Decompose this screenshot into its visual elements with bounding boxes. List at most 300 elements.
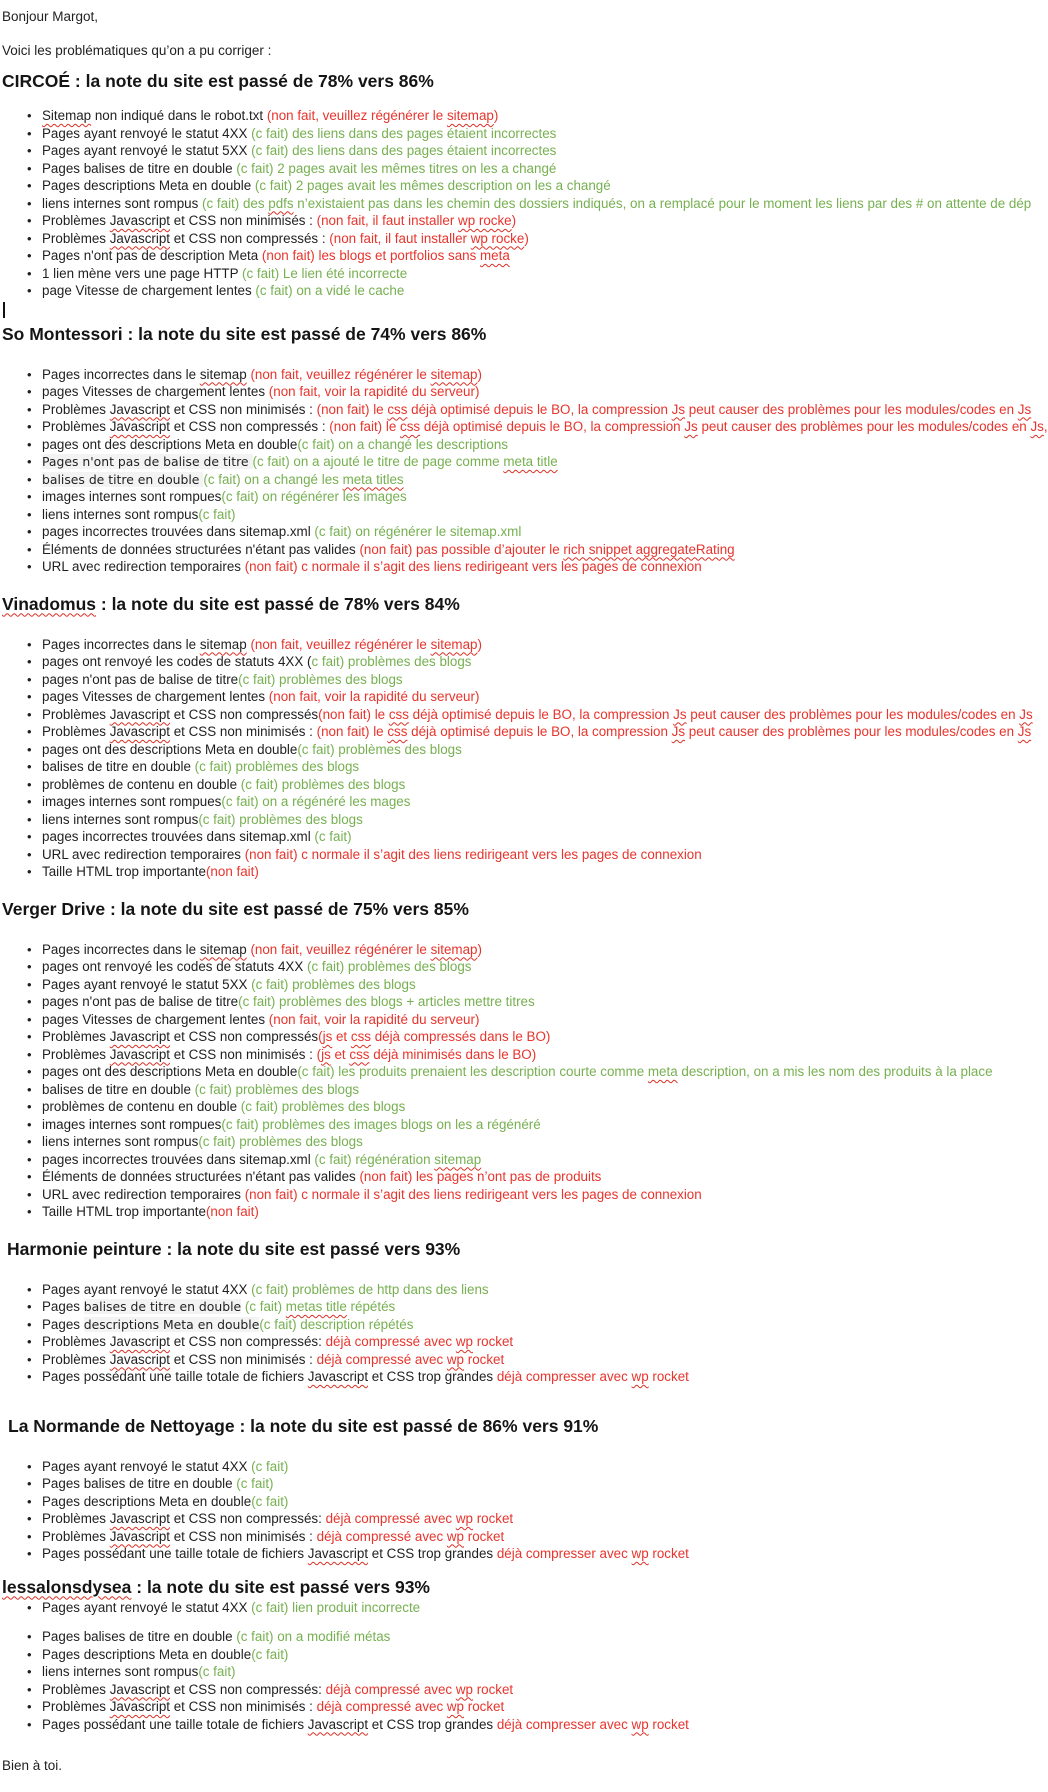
status-not-done-text: rich snippet aggregateRating: [563, 541, 735, 557]
status-done-text: (c fait): [314, 829, 352, 844]
status-not-done-text: ): [511, 213, 517, 228]
status-done-text: (c fait): [251, 1493, 289, 1509]
status-not-done-text: (non fait, voir la rapidité du serveur): [268, 1011, 480, 1027]
issue-label-text: 1 lien mène vers une page HTTP: [42, 265, 242, 281]
issue-label-text: liens internes sont rompus: [42, 811, 199, 827]
status-done-text: sitemap: [434, 1151, 482, 1167]
issue-item: [2, 1011, 1000, 1029]
issue-item: [2, 1028, 1000, 1046]
issue-label-text: Javascript: [109, 1681, 171, 1697]
status-not-done-text: (non fait) les pages n’ont pas de produits: [359, 1169, 602, 1184]
issue-label-text: pages incorrectes trouvées dans sitemap.xml: [42, 1151, 315, 1167]
issue-item: [2, 1333, 1000, 1351]
issue-item: [2, 1168, 1000, 1186]
issue-label-text: Pages balises de titre en double: [42, 1629, 237, 1644]
status-not-done-text: ): [477, 636, 482, 652]
site-name: Vinadomus: [2, 593, 97, 614]
status-done-text: (c fait): [251, 1646, 289, 1662]
site-name: Harmonie peinture: [7, 1238, 162, 1259]
issue-label-text: balises de titre en double: [42, 1081, 195, 1097]
status-not-done-text: déjà compresser avec: [496, 1716, 632, 1732]
issue-item: [2, 1698, 1000, 1716]
status-not-done-text: (non fait) les blogs et portfolios sans: [261, 248, 481, 263]
status-not-done-text: Js: [671, 724, 686, 739]
issue-label-text: et CSS non minimisés :: [170, 1351, 317, 1367]
issue-label-text: pages n'ont pas de balise de titre: [42, 671, 239, 687]
issue-label-text: et CSS non compressés:: [170, 1511, 326, 1526]
status-not-done-text: ): [477, 941, 482, 957]
status-done-text: pdfs: [268, 195, 294, 211]
status-not-done-text: déjà compresser avec: [496, 1369, 632, 1384]
status-not-done-text: Js: [684, 419, 698, 434]
status-not-done-text: (: [316, 1046, 322, 1062]
issue-list: [2, 1599, 1000, 1734]
issue-item: [2, 142, 1000, 160]
issue-item: [2, 706, 1033, 724]
status-not-done-text: et: [330, 1046, 350, 1062]
section-heading: [2, 899, 1000, 919]
issue-label-text: problèmes de contenu en double: [42, 1099, 241, 1114]
status-not-done-text: rocket: [472, 1511, 514, 1526]
issue-label-text: pages Vitesses de chargement lentes: [42, 689, 269, 704]
issue-label-text: et CSS non compressés:: [170, 1681, 326, 1697]
issue-item: [2, 1681, 1000, 1699]
issue-label-text: pages ont des descriptions Meta en double: [42, 436, 298, 452]
status-not-done-text: (non fait) le: [329, 419, 401, 434]
status-not-done-text: css: [349, 1046, 370, 1062]
issue-label-text: et CSS non compressés: [170, 1029, 319, 1044]
issue-item: [2, 1528, 1000, 1546]
issue-label-text: Javascript: [109, 401, 171, 417]
issue-label-text: pages ont des descriptions Meta en double: [42, 741, 298, 757]
status-done-text: (c fait): [244, 1299, 286, 1314]
section-heading: [2, 324, 1000, 344]
section-heading: [2, 594, 1000, 614]
issue-item: [2, 976, 1000, 994]
greeting-text: Bonjour Margot,: [2, 9, 99, 24]
issue-item: [2, 453, 1000, 471]
issue-item: [2, 846, 1000, 864]
status-not-done-text: Js: [1017, 724, 1032, 739]
status-not-done-text: déjà compressés dans le BO): [370, 1029, 551, 1044]
issue-label-text: liens internes sont rompus: [42, 195, 203, 211]
issue-item: [2, 436, 1000, 454]
issue-item: [2, 636, 1000, 654]
status-not-done-text: peut causer des problèmes pour les modules/codes en: [685, 401, 1018, 417]
status-done-text: (c fait) on régénérer les images: [221, 489, 407, 504]
issue-label-text: Pages ayant renvoyé le statut 5XX: [42, 976, 252, 992]
issue-item: [2, 107, 1000, 125]
issue-label-text: pages incorrectes trouvées dans sitemap.xml: [42, 829, 315, 844]
status-done-text: (c fait) problèmes des blogs: [198, 1134, 363, 1149]
issue-label-text: et CSS non compressés :: [170, 230, 330, 246]
status-done-text: (c fait): [198, 1664, 236, 1679]
status-not-done-text: wp: [455, 1681, 473, 1697]
issue-label-text: et CSS non minimisés :: [170, 1699, 317, 1714]
issue-item: [2, 1368, 1000, 1386]
status-not-done-text: (non fait) c normale il s’agit des liens redirigeant vers les pages de connexion: [244, 559, 702, 574]
heading-score-text: : la note du site est passé vers 93%: [131, 1576, 430, 1597]
issue-label-text: images internes sont rompues: [42, 489, 222, 504]
issue-label-text: pages ont des descriptions Meta en double: [42, 1064, 298, 1079]
issue-label-text: images internes sont rompues: [42, 794, 222, 809]
status-not-done-text: wp: [631, 1716, 649, 1732]
status-not-done-text: (non fait): [205, 864, 259, 879]
issue-item: [2, 863, 1000, 881]
status-not-done-text: (non fait, il faut installer: [316, 213, 459, 228]
status-not-done-text: (non fait, veuillez régénérer le: [266, 108, 447, 123]
status-not-done-text: déjà optimisé depuis le BO, la compression: [420, 419, 685, 434]
status-not-done-text: Js: [673, 706, 687, 722]
issue-label-text: non indiqué dans le robot.txt: [91, 108, 267, 123]
issue-label-text: et CSS trop grandes: [368, 1716, 497, 1732]
status-not-done-text: sitemap: [430, 366, 478, 382]
issue-label-text: Pages possédant une taille totale de fichiers: [42, 1716, 308, 1732]
issue-item: [2, 1281, 1000, 1299]
issue-label-text: Problèmes: [42, 706, 110, 722]
issue-item: [2, 488, 1000, 506]
issue-label-text: URL avec redirection temporaires: [42, 559, 245, 574]
issue-label-text: et CSS trop grandes: [368, 1369, 497, 1384]
issue-item: [2, 993, 1000, 1011]
issue-label-text: sitemap: [199, 941, 247, 957]
status-not-done-text: sitemap: [446, 108, 494, 123]
issue-list: [2, 366, 1048, 576]
status-not-done-text: (non fait) le: [316, 724, 388, 739]
status-not-done-text: css: [350, 1029, 371, 1044]
issue-label-text: Problèmes: [42, 1351, 110, 1367]
issue-label-text: Javascript: [307, 1716, 369, 1732]
status-not-done-text: déjà compressé avec: [325, 1681, 456, 1697]
status-not-done-text: (non fait, veuillez régénérer le: [250, 636, 431, 652]
status-not-done-text: (non fait) pas possible d’ajouter le: [359, 541, 564, 557]
site-name: lessalonsdysea: [2, 1576, 132, 1597]
status-not-done-text: css: [387, 724, 408, 739]
status-done-text: (c fait) problèmes des blogs: [194, 1081, 360, 1097]
status-done-text: (c fait) problèmes de http dans des liens: [251, 1281, 489, 1297]
status-done-text: n’existaient pas dans les chemin des dossiers indiqués, on a remplacé pour le moment les liens par des # on attente de dép: [293, 195, 1032, 211]
issue-label-text: URL avec redirection temporaires: [42, 1186, 245, 1202]
status-done-text: (c fait) problèmes des images blogs on les a régénéré: [221, 1116, 541, 1132]
issue-item: [2, 177, 1000, 195]
heading-score-text: : la note du site est passé de 75% vers 85%: [105, 898, 469, 919]
status-not-done-text: rocket: [648, 1546, 689, 1561]
issue-item: [2, 793, 1000, 811]
issue-label-text: descriptions Meta en double: [83, 1316, 260, 1332]
issue-item: [2, 366, 1000, 384]
issue-item: [2, 1081, 1000, 1099]
issue-label-text: Problèmes: [42, 1511, 110, 1526]
issue-item: [2, 1151, 1000, 1169]
status-not-done-text: ): [524, 230, 529, 246]
issue-label-text: Javascript: [109, 1334, 171, 1349]
status-not-done-text: sitemap: [430, 941, 478, 957]
issue-label-text: Javascript: [307, 1546, 369, 1561]
issue-label-text: Sitemap: [42, 108, 92, 123]
site-name: La Normande de Nettoyage: [8, 1415, 235, 1436]
issue-label-text: et CSS non compressés: [170, 706, 319, 722]
issue-label-text: Javascript: [109, 419, 171, 434]
issue-label-text: balises de titre en double: [42, 759, 195, 774]
report-sections: [2, 71, 1048, 1733]
issue-list: [2, 941, 1000, 1221]
status-done-text: (c fait) on a ajouté le titre de page comme: [252, 454, 504, 469]
status-done-text: meta titles: [342, 471, 404, 487]
issue-label-text: Pages possédant une taille totale de fichiers: [42, 1369, 308, 1384]
issue-label-text: Pages n'ont pas de balise de titre: [42, 454, 253, 469]
status-done-text: (c fait) 2 pages avait les mêmes description on les a changé: [254, 178, 611, 193]
status-not-done-text: déjà optimisé depuis le BO, la compression: [408, 706, 674, 722]
issue-list: [2, 107, 1032, 300]
section-heading: [2, 1577, 1000, 1597]
status-done-text: (c fait) lien produit incorrecte: [251, 1599, 421, 1615]
issue-label-text: Pages ayant renvoyé le statut 4XX: [42, 1458, 252, 1474]
issue-item: [2, 1063, 1000, 1081]
status-done-text: (c fait) régénération: [314, 1151, 435, 1167]
issue-label-text: Pages n'ont pas de description Meta: [42, 248, 262, 263]
status-done-text: (c fait) on régénérer le sitemap.xml: [314, 524, 522, 539]
status-not-done-text: déjà compressé avec: [316, 1351, 447, 1367]
status-done-text: (c fait) problèmes des blogs: [194, 759, 360, 774]
issue-label-text: et CSS non minimisés :: [170, 1528, 317, 1544]
issue-label-text: Javascript: [109, 1699, 171, 1714]
issue-item: [2, 958, 1000, 976]
issue-item: [2, 558, 1000, 576]
issue-label-text: Pages: [42, 1299, 84, 1314]
status-done-text: meta: [647, 1064, 678, 1079]
issue-item: [2, 653, 1000, 671]
issue-item: [2, 418, 1048, 436]
issue-label-text: Javascript: [307, 1369, 369, 1384]
status-done-text: (c fait) problèmes des blogs: [238, 671, 403, 687]
issue-item: [2, 1116, 1000, 1134]
status-not-done-text: wp rocke: [470, 230, 525, 246]
issue-item: [2, 758, 1000, 776]
issue-item: [2, 1475, 1000, 1493]
status-not-done-text: (non fait) le: [316, 401, 388, 417]
issue-label-text: Problèmes: [42, 419, 110, 434]
issue-label-text: Problèmes: [42, 724, 110, 739]
issue-label-text: Pages: [42, 1316, 84, 1332]
issue-label-text: liens internes sont rompus: [42, 506, 199, 522]
issue-label-text: liens internes sont rompus: [42, 1134, 199, 1149]
issue-label-text: sitemap: [199, 636, 247, 652]
issue-item: [2, 1510, 1000, 1528]
status-done-text: (c fait) description répétés: [259, 1316, 414, 1332]
issue-label-text: page Vitesse de chargement lentes: [42, 283, 256, 298]
issue-item: [2, 1493, 1000, 1511]
issue-item: [2, 125, 1000, 143]
issue-label-text: Problèmes: [42, 213, 110, 228]
issue-label-text: pages ont renvoyé les codes de statuts 4XX: [42, 959, 308, 974]
status-done-text: (c fait) on a régénéré les mages: [221, 794, 411, 809]
heading-score-text: : la note du site est passé vers 93%: [161, 1238, 461, 1259]
status-done-text: (c fait) problèmes des blogs: [240, 776, 406, 792]
issue-label-text: Javascript: [109, 230, 171, 246]
issue-label-text: Pages possédant une taille totale de fichiers: [42, 1546, 308, 1561]
section-heading: [2, 71, 1000, 91]
status-not-done-text: peut causer des problèmes pour les modules/codes en: [686, 706, 1020, 722]
issue-label-text: Problèmes: [42, 1334, 110, 1349]
status-not-done-text: wp: [455, 1511, 473, 1526]
heading-score-text: : la note du site est passé de 78% vers 86%: [70, 71, 434, 91]
status-not-done-text: (non fait, veuillez régénérer le: [250, 366, 431, 382]
status-not-done-text: rocket: [464, 1699, 505, 1714]
issue-item: [2, 671, 1000, 689]
status-done-text: (c fait) on a changé les: [203, 471, 343, 487]
issue-label-text: Pages ayant renvoyé le statut 4XX: [42, 125, 252, 141]
status-not-done-text: Js: [1030, 419, 1044, 434]
issue-item: [2, 383, 1000, 401]
issue-item: [2, 1716, 1000, 1734]
status-done-text: (c fait) Le lien été incorrecte: [241, 265, 408, 281]
issue-label-text: Problèmes: [42, 1699, 110, 1714]
status-not-done-text: sitemap: [430, 636, 478, 652]
status-not-done-text: wp: [455, 1334, 473, 1349]
issue-item: [2, 741, 1000, 759]
issue-label-text: pages Vitesses de chargement lentes: [42, 384, 269, 399]
status-done-text: c fait) problèmes des blogs: [311, 654, 472, 669]
issue-label-text: Javascript: [109, 1528, 171, 1544]
status-not-done-text: ): [493, 108, 499, 123]
issue-label-text: Javascript: [109, 1511, 171, 1526]
status-not-done-text: rocket: [464, 1351, 505, 1367]
issue-item: [2, 282, 1000, 300]
status-not-done-text: (non fait, il faut installer: [329, 230, 471, 246]
issue-item: [2, 1351, 1000, 1369]
status-done-text: (c fait) 2 pages avait les mêmes titres on les a changé: [236, 160, 557, 176]
status-not-done-text: wp: [446, 1699, 465, 1714]
status-not-done-text: (non fait) le: [318, 706, 389, 722]
issue-label-text: Taille HTML trop importante: [42, 1204, 206, 1219]
issue-item: [2, 688, 1000, 706]
status-not-done-text: déjà minimisés dans le BO): [369, 1046, 537, 1062]
status-not-done-text: meta: [480, 248, 510, 263]
status-not-done-text: déjà compressé avec: [316, 1528, 447, 1544]
issue-label-text: et CSS non minimisés :: [170, 213, 317, 228]
status-done-text: (c fait) on a changé les descriptions: [297, 436, 508, 452]
issue-item: [2, 1545, 1000, 1563]
issue-item: [2, 265, 1000, 283]
status-not-done-text: peut causer des problèmes pour les modules/codes en: [697, 419, 1031, 434]
issue-label-text: sitemap: [199, 366, 247, 382]
status-not-done-text: wp: [631, 1546, 649, 1561]
heading-score-text: : la note du site est passé de 74% vers 86%: [122, 323, 487, 344]
status-done-text: (c fait) problèmes des blogs + articles mettre titres: [238, 994, 535, 1009]
heading-score-text: : la note du site est passé de 78% vers 84%: [96, 593, 460, 614]
status-not-done-text: (non fait) c normale il s’agit des liens redirigeant vers les pages de connexion: [244, 846, 702, 862]
issue-label-text: images internes sont rompues: [42, 1116, 222, 1132]
status-not-done-text: wp: [446, 1528, 465, 1544]
issue-label-text: Pages ayant renvoyé le statut 4XX: [42, 1599, 252, 1615]
status-not-done-text: (non fait, veuillez régénérer le: [250, 941, 431, 957]
issue-label-text: Pages descriptions Meta en double: [42, 1646, 252, 1662]
status-not-done-text: rocket: [648, 1369, 689, 1384]
section-heading: [2, 1239, 1000, 1259]
intro-text: Voici les problématiques qu’on a pu corriger :: [2, 42, 272, 58]
issue-item: [2, 1316, 1000, 1334]
status-not-done-text: css: [400, 419, 421, 434]
issue-list: [2, 1281, 1000, 1386]
status-done-text: (c fait): [236, 1476, 274, 1491]
issue-label-text: Javascript: [109, 213, 171, 228]
issue-label-text: Pages descriptions Meta en double: [42, 178, 255, 193]
issue-label-text: Pages incorrectes dans le: [42, 366, 200, 382]
issue-item: [2, 1628, 1000, 1646]
issue-item: [2, 247, 1000, 265]
issue-item: [2, 1203, 1000, 1221]
issue-label-text: balises de titre en double: [83, 1299, 242, 1314]
status-not-done-text: css: [388, 706, 409, 722]
status-done-text: répétés: [346, 1299, 396, 1314]
issue-label-text: Éléments de données structurées n'étant pas valides: [42, 541, 360, 557]
issue-label-text: Problèmes: [42, 1046, 110, 1062]
issue-label-text: Javascript: [109, 1046, 171, 1062]
status-done-text: (c fait) problèmes des blogs: [240, 1099, 406, 1114]
issue-label-text: Pages incorrectes dans le: [42, 941, 200, 957]
issue-label-text: Taille HTML trop importante: [42, 864, 206, 879]
issue-item: [2, 1599, 1000, 1617]
issue-label-text: Javascript: [109, 706, 171, 722]
status-done-text: meta title: [503, 454, 558, 469]
status-not-done-text: rocket: [472, 1681, 514, 1697]
issue-list: [2, 1458, 1000, 1563]
issue-item: [2, 828, 1000, 846]
status-not-done-text: déjà compresser avec: [496, 1546, 632, 1561]
status-not-done-text: rocket: [464, 1528, 505, 1544]
issue-item: [2, 1133, 1000, 1151]
issue-item: [2, 1186, 1000, 1204]
site-name: So Montessori: [2, 323, 123, 344]
issue-item: [2, 212, 1000, 230]
status-done-text: (c fait) des: [202, 195, 269, 211]
issue-item: [2, 723, 1032, 741]
status-not-done-text: js: [322, 1029, 333, 1044]
status-not-done-text: ,: [1043, 419, 1048, 434]
status-not-done-text: (non fait, voir la rapidité du serveur): [268, 689, 480, 704]
issue-label-text: URL avec redirection temporaires: [42, 846, 245, 862]
status-not-done-text: js: [321, 1046, 331, 1062]
status-not-done-text: ): [477, 366, 482, 382]
issue-item: [2, 1646, 1000, 1664]
status-not-done-text: (non fait): [205, 1204, 259, 1219]
issue-item: [2, 471, 1000, 489]
status-not-done-text: rocket: [472, 1334, 514, 1349]
issue-label-text: et CSS non compressés :: [170, 419, 330, 434]
issue-label-text: Javascript: [109, 1351, 171, 1367]
status-done-text: (c fait) les produits prenaient les description courte comme: [297, 1064, 648, 1079]
issue-item: [2, 195, 1032, 213]
status-done-text: (c fait) des liens dans des pages étaient incorrectes: [251, 125, 557, 141]
status-done-text: (c fait): [251, 1458, 289, 1474]
issue-label-text: balises de titre en double: [42, 471, 204, 487]
section-heading: [2, 1416, 1000, 1436]
issue-label-text: pages incorrectes trouvées dans sitemap.xml: [42, 524, 315, 539]
issue-label-text: pages n'ont pas de balise de titre: [42, 994, 239, 1009]
issue-item: [2, 776, 1000, 794]
issue-label-text: Javascript: [109, 724, 171, 739]
status-not-done-text: (non fait) c normale il s’agit des liens redirigeant vers les pages de connexion: [244, 1186, 702, 1202]
status-not-done-text: déjà compressé avec: [325, 1511, 456, 1526]
issue-item: [2, 541, 1000, 559]
status-done-text: (c fait) problèmes des blogs: [251, 976, 416, 992]
issue-item: [2, 1663, 1000, 1681]
status-not-done-text: déjà optimisé depuis le BO, la compression: [407, 724, 672, 739]
status-done-text: (c fait) problèmes des blogs: [198, 811, 363, 827]
issue-label-text: et CSS non compressés:: [170, 1334, 326, 1349]
status-done-text: (c fait) des liens dans des pages étaient incorrectes: [251, 143, 557, 158]
issue-label-text: et CSS non minimisés :: [170, 401, 317, 417]
